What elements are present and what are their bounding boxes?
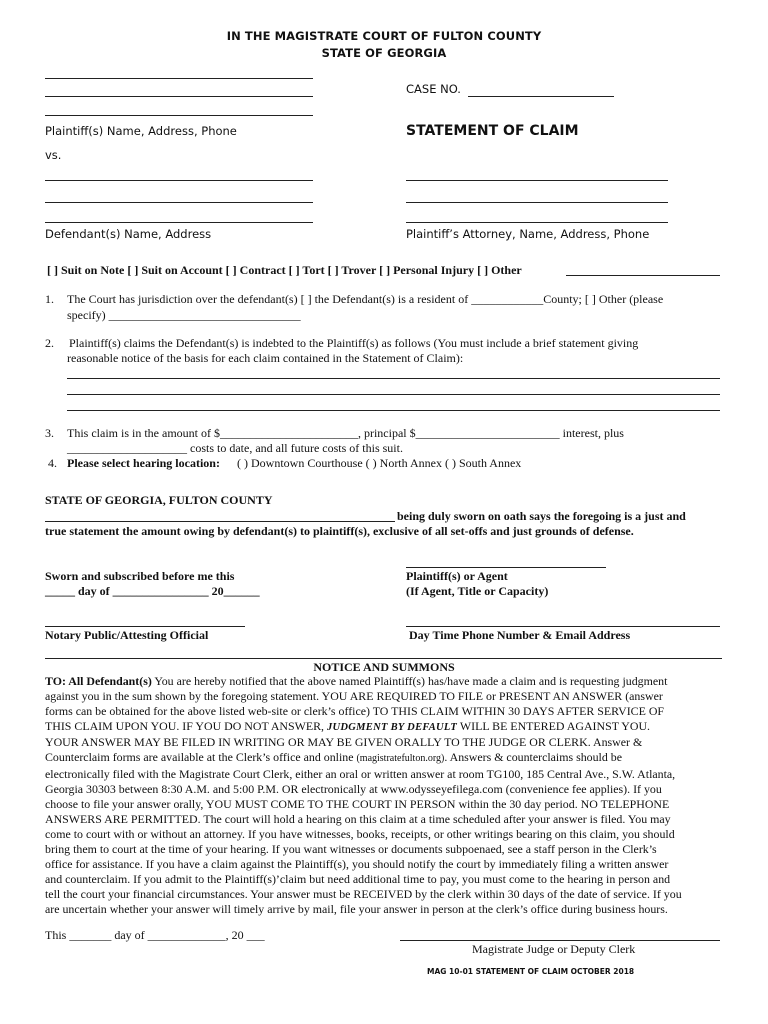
item-2-number: 2.: [45, 336, 54, 350]
plaintiff-line-1[interactable]: [45, 78, 313, 79]
notary-signature-line[interactable]: [45, 626, 245, 627]
notice-line-1: [45, 674, 721, 689]
form-title: STATEMENT OF CLAIM: [406, 123, 579, 139]
item-4-number: 4.: [48, 456, 57, 470]
notice-line-15: tell the court your financial circumstances. Your answer must be RECEIVED by the clerk within 30 days of the date of service. If you: [45, 887, 682, 902]
notice-line-2: against you in the sum shown by the foregoing statement. YOU ARE REQUIRED TO FILE or PRESENT AN ANSWER (answer: [45, 689, 663, 704]
notice-text: You are hereby notified that the above named Plaintiff(s) has/have made a claim and is requesting judgment: [151, 674, 668, 688]
notice-text: THIS CLAIM UPON YOU. IF YOU DO NOT ANSWER,: [45, 719, 327, 734]
notice-line-8: Georgia 30303 between 8:30 A.M. and 5:00 P.M. OR electronically at www.odysseyefilega.com (convenience fee applies). If you: [45, 781, 662, 796]
plaintiff-signature-line[interactable]: [406, 567, 606, 568]
notice-line-14: and counterclaim. If you admit to the Plaintiff(s)’claim but need additional time to pay, you must come to the hearing in person and: [45, 872, 671, 887]
claim-basis-line-1[interactable]: [67, 378, 720, 379]
notice-to-label: TO: All Defendant(s): [45, 674, 152, 688]
defendant-label: Defendant(s) Name, Address: [45, 227, 212, 241]
notice-divider: [45, 658, 722, 659]
state-heading: STATE OF GEORGIA: [321, 46, 447, 60]
claim-basis-line-3[interactable]: [67, 410, 720, 411]
notice-title: NOTICE AND SUMMONS: [313, 660, 455, 674]
plaintiff-agent-label: Plaintiff(s) or Agent: [406, 569, 508, 583]
case-no-field[interactable]: [468, 96, 614, 97]
plaintiff-line-2[interactable]: [45, 96, 313, 97]
notice-line-9: choose to file your answer orally, YOU MUST COME TO THE COURT IN PERSON within the 30 day period. NO TELEPHONE: [45, 796, 670, 811]
judge-label: Magistrate Judge or Deputy Clerk: [472, 942, 636, 956]
notary-label: Notary Public/Attesting Official: [45, 628, 209, 642]
plaintiff-line-3[interactable]: [45, 115, 313, 116]
notice-line-11: come to court with or without an attorney. If you have witnesses, books, receipts, or other writings bearing on this claim, you should: [45, 826, 675, 841]
notice-line-3: forms can be obtained for the above listed web-site or clerk’s office) TO THIS CLAIM WITHIN 30 DAYS AFTER SERVICE OF: [45, 704, 665, 719]
item-1-number: 1.: [45, 292, 54, 306]
judge-signature-line[interactable]: [400, 940, 720, 941]
this-day-line: This _______ day of _____________, 20 ___: [45, 928, 265, 942]
hearing-location-options[interactable]: ( ) Downtown Courthouse ( ) North Annex ( ) South Annex: [237, 456, 522, 470]
sworn-day-line: _____ day of ________________ 20______: [45, 584, 260, 598]
item-2-line-1: Plaintiff(s) claims the Defendant(s) is indebted to the Plaintiff(s) as follows (You must include a brief statement giving: [69, 336, 639, 350]
plaintiff-label: Plaintiff(s) Name, Address, Phone: [45, 124, 237, 138]
item-3-line-2: ____________________ costs to date, and all future costs of this suit.: [67, 441, 403, 455]
sworn-label: Sworn and subscribed before me this: [45, 569, 235, 583]
attorney-label: Plaintiff’s Attorney, Name, Address, Phone: [406, 227, 650, 241]
defendant-line-2[interactable]: [45, 202, 313, 203]
notice-line-7: electronically filed with the Magistrate Court Clerk, either an oral or written answer at room TG100, 185 Central Ave., S.W. Atlanta,: [45, 766, 676, 781]
notice-body: [45, 674, 721, 918]
notice-line-13: office for assistance. If you have a claim against the Plaintiff(s), you should notify the court by immediately filing a written answer: [45, 857, 669, 872]
notice-text: . Answers & counterclaims should be: [444, 750, 622, 765]
claim-type-checkboxes[interactable]: [ ] Suit on Note [ ] Suit on Account [ ] Contract [ ] Tort [ ] Trover [ ] Personal Injury [ ] Other: [47, 263, 522, 277]
oath-heading: STATE OF GEORGIA, FULTON COUNTY: [45, 493, 273, 507]
court-heading: IN THE MAGISTRATE COURT OF FULTON COUNTY: [226, 29, 542, 43]
notice-line-12: bring them to court at the time of your hearing. If you want witnesses or documents subpoenaed, see a staff person in the Clerk’s: [45, 842, 657, 857]
affiant-name-field[interactable]: [45, 521, 395, 522]
notice-line-6: [45, 750, 721, 766]
item-1-line-1: The Court has jurisdiction over the defendant(s) [ ] the Defendant(s) is a resident of ____________County; [ ] Other (please: [67, 292, 664, 306]
claim-type-other-field[interactable]: [566, 275, 720, 276]
phone-email-line[interactable]: [406, 626, 720, 627]
oath-line-1: being duly sworn on oath says the foregoing is a just and: [397, 509, 686, 523]
case-no-label: CASE NO.: [406, 82, 461, 96]
attorney-line-1[interactable]: [406, 180, 668, 181]
defendant-line-1[interactable]: [45, 180, 313, 181]
notice-text: Counterclaim forms are available at the Clerk’s office and online: [45, 750, 357, 765]
item-3-number: 3.: [45, 426, 54, 440]
website-small: (magistratefulton.org): [356, 753, 445, 765]
notice-line-4: [45, 719, 721, 735]
attorney-line-3[interactable]: [406, 222, 668, 223]
attorney-line-2[interactable]: [406, 202, 668, 203]
defendant-line-3[interactable]: [45, 222, 313, 223]
item-2-line-2: reasonable notice of the basis for each claim contained in the Statement of Claim):: [67, 351, 464, 365]
notice-line-10: ANSWERS ARE PERMITTED. The court will hold a hearing on this claim at a time scheduled after your answer is filed. You may: [45, 811, 671, 826]
notice-line-5: YOUR ANSWER MAY BE FILED IN WRITING OR MAY BE GIVEN ORALLY TO THE JUDGE OR CLERK. Answer &: [45, 735, 643, 750]
item-3-line-1: This claim is in the amount of $_______________________, principal $________________________ interest, plus: [67, 426, 624, 440]
notice-line-16: are uncertain whether your answer will timely arrive by mail, file your answer in person at the clerk’s office during business hours.: [45, 902, 668, 917]
agent-title-label: (If Agent, Title or Capacity): [406, 584, 549, 598]
oath-line-2: true statement the amount owing by defendant(s) to plaintiff(s), exclusive of all set-offs and just grounds of defense.: [45, 524, 634, 538]
hearing-location-label: Please select hearing location:: [67, 456, 220, 470]
item-1-line-2: specify) ________________________________: [67, 308, 301, 322]
form-footer: MAG 10-01 STATEMENT OF CLAIM OCTOBER 2018: [427, 967, 635, 976]
notice-text: WILL BE ENTERED AGAINST YOU.: [457, 719, 651, 734]
phone-email-label: Day Time Phone Number & Email Address: [409, 628, 631, 642]
claim-basis-line-2[interactable]: [67, 394, 720, 395]
vs-label: vs.: [45, 148, 62, 162]
judgment-by-default: JUDGMENT BY DEFAULT: [326, 722, 458, 734]
